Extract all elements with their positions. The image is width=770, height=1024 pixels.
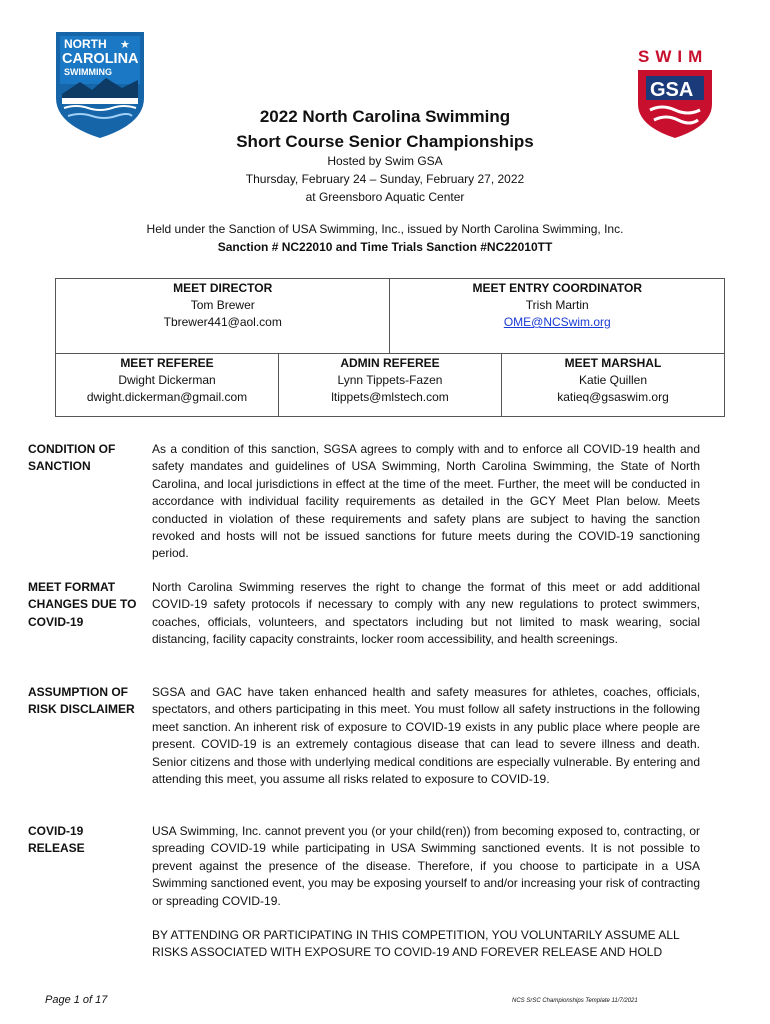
sanction-info <box>0 220 770 256</box>
logo-nc-line3: SWIMMING <box>64 67 112 77</box>
sanction-numbers: Sanction # NC22010 and Time Trials Sanction #NC22010TT <box>217 240 553 254</box>
logo-nc-line2: CAROLINA <box>62 51 139 67</box>
template-note: NCS SrSC Championships Template 11/7/2021 <box>512 998 638 1004</box>
admin-referee-title: ADMIN REFEREE <box>340 356 440 370</box>
format-text: North Carolina Swimming reserves the right to change the format of this meet or add additional COVID-19 safety protocols if necessary to comply with any new regulations to protect swimmers, coaches, officials, volunteers, and spectators including but not limited to mask wearing, social distancing, facility capacity constraints, locker room accessibility, and health screenings. <box>152 580 700 647</box>
admin-referee-name: Lynn Tippets-Fazen <box>337 373 443 387</box>
meet-venue: at Greensboro Aquatic Center <box>305 190 465 204</box>
title-line-1: 2022 North Carolina Swimming <box>259 107 511 126</box>
entry-coordinator-cell <box>390 279 725 354</box>
meet-marshal-cell <box>501 354 724 417</box>
condition-label: CONDITION OF SANCTION <box>28 442 116 474</box>
meet-referee-email: dwight.dickerman@gmail.com <box>86 390 248 404</box>
logo-nc-line1: NORTH <box>64 37 107 51</box>
condition-text: As a condition of this sanction, SGSA agrees to comply with and to enforce all COVID-19 health and safety mandates and guidelines of USA Swimming, North Carolina Swimming, the State of North Carolina, and local jurisdictions in effect at the time of the meet. Further, the meet will be conducted in accordance with individual facility requirements as detailed in the GCY Meet Plan below. Meets conducted in violation of these requirements and safety plans are subject to having the sanction revoked and hosts will not be issued sanctions for future meets during the COVID-19 sanctioning period. <box>152 442 700 561</box>
risk-text: SGSA and GAC have taken enhanced health and safety measures for athletes, coaches, officials, spectators, and others participating in this meet. You must follow all safety instructions in the following meet sanction. An inherent risk of exposure to COVID-19 exists in any public place where people are present. COVID-19 is an extremely contagious disease that can lead to severe illness and death. Senior citizens and those with underlying medical conditions are especially vulnerable. By entering and attending this meet, you assume all risks related to exposure to COVID-19. <box>152 685 700 787</box>
meet-marshal-title: MEET MARSHAL <box>564 356 662 370</box>
meet-referee-cell <box>56 354 279 417</box>
meet-director-cell <box>56 279 390 354</box>
admin-referee-cell <box>279 354 502 417</box>
entry-coordinator-email-link[interactable]: OME@NCSwim.org <box>503 315 611 329</box>
meet-director-name: Tom Brewer <box>190 298 255 312</box>
meet-marshal-email: katieq@gsaswim.org <box>557 390 669 404</box>
svg-text:★: ★ <box>120 39 130 51</box>
meet-title <box>0 104 770 154</box>
page-number: Page 1 of 17 <box>45 994 108 1006</box>
entry-coordinator-name: Trish Martin <box>525 298 589 312</box>
hosted-by: Hosted by Swim GSA <box>327 154 443 168</box>
release-caps-text: BY ATTENDING OR PARTICIPATING IN THIS COMPETITION, YOU VOLUNTARILY ASSUME ALL RISKS ASSOCIATED WITH EXPOSURE TO COVID-19 AND FOREVER RELEASE AND HOLD <box>152 928 680 960</box>
meet-dates: Thursday, February 24 – Sunday, February 27, 2022 <box>245 172 525 186</box>
meet-referee-title: MEET REFEREE <box>120 356 214 370</box>
release-text: USA Swimming, Inc. cannot prevent you (or your child(ren)) from becoming exposed to, contracting, or spreading COVID-19 while participating in USA Swimming sanctioned events. It is not possible to prevent against the presence of the disease. Therefore, if you choose to participate in a USA Swimming sanctioned event, you may be exposing yourself to and/or increasing your risk of contracting or spreading COVID-19. <box>152 824 700 908</box>
risk-label: ASSUMPTION OF RISK DISCLAIMER <box>28 685 135 717</box>
host-info <box>0 152 770 206</box>
logo-gsa-main: GSA <box>650 79 694 101</box>
sanction-statement: Held under the Sanction of USA Swimming, Inc., issued by North Carolina Swimming, Inc. <box>146 222 624 236</box>
format-label: MEET FORMAT CHANGES DUE TO COVID-19 <box>28 580 137 629</box>
entry-coordinator-title: MEET ENTRY COORDINATOR <box>472 281 643 295</box>
meet-marshal-name: Katie Quillen <box>578 373 647 387</box>
logo-gsa-top: SWIM <box>638 47 709 66</box>
meet-officials-table <box>55 278 725 417</box>
release-label: COVID-19 RELEASE <box>28 824 85 856</box>
meet-referee-name: Dwight Dickerman <box>118 373 216 387</box>
meet-director-title: MEET DIRECTOR <box>173 281 273 295</box>
meet-director-email: Tbrewer441@aol.com <box>163 315 282 329</box>
title-line-2: Short Course Senior Championships <box>236 132 534 151</box>
admin-referee-email: ltippets@mlstech.com <box>331 390 449 404</box>
